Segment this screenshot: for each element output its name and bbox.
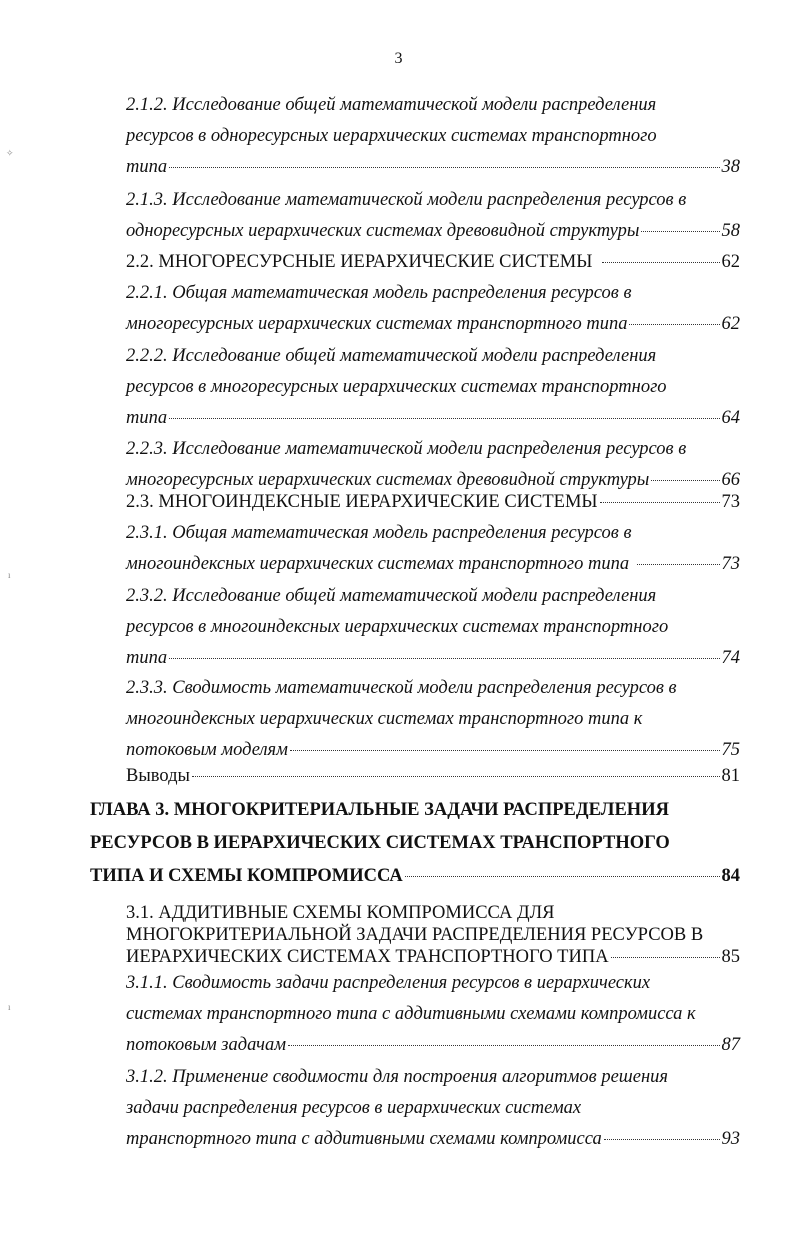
toc-entry-line: типа (126, 648, 168, 668)
toc-entry-line: 3.1. АДДИТИВНЫЕ СХЕМЫ КОМПРОМИССА ДЛЯ (126, 903, 555, 923)
toc-entry-last-line (126, 1124, 740, 1155)
toc-entry-line: ресурсов в многоиндексных иерархических системах транспортного (126, 617, 669, 637)
toc-page-number: 85 (721, 947, 740, 967)
toc-entry-line: транспортного типа с аддитивными схемами компромисса (126, 1129, 602, 1149)
toc-entry[interactable] (126, 185, 740, 247)
dot-leader (641, 231, 719, 232)
toc-entry[interactable] (126, 1062, 740, 1155)
toc-entry-line: многоресурсных иерархических системах древовидной структуры (126, 470, 650, 490)
dot-leader (602, 262, 719, 263)
toc-entry-line: РЕСУРСОВ В ИЕРАРХИЧЕСКИХ СИСТЕМАХ ТРАНСПОРТНОГО (90, 833, 670, 853)
toc-entry-line: 2.2.1. Общая математическая модель распределения ресурсов в (126, 283, 632, 303)
toc-entry-last-line (126, 643, 740, 674)
toc-entry-last-line (126, 761, 740, 792)
toc-entry-line: одноресурсных иерархических системах древовидной структуры (126, 221, 640, 241)
toc-entry-line: типа (126, 408, 168, 428)
toc-entry[interactable] (126, 341, 740, 434)
toc-entry[interactable] (126, 581, 740, 674)
toc-entry-line: ИЕРАРХИЧЕСКИХ СИСТЕМАХ ТРАНСПОРТНОГО ТИПА (126, 947, 609, 967)
toc-entry-line: многоиндексных иерархических системах транспортного типа (126, 554, 630, 574)
toc-page-number: 73 (721, 554, 740, 574)
toc-entry-line: 3.1.2. Применение сводимости для построения алгоритмов решения (126, 1067, 669, 1087)
toc-entry-line: 2.3.2. Исследование общей математической модели распределения (126, 586, 657, 606)
toc-entry-line: многоиндексных иерархических системах транспортного типа к (126, 709, 643, 729)
toc-entry-last-line (126, 247, 740, 278)
toc-entry[interactable] (126, 673, 740, 766)
toc-entry-last-line (126, 216, 740, 247)
toc-page-number: 62 (721, 314, 740, 334)
dot-leader (637, 564, 719, 565)
toc-entry-last-line (126, 152, 740, 183)
toc-entry[interactable] (126, 902, 740, 968)
toc-entry-line: потоковым моделям (126, 740, 288, 760)
toc-entry[interactable] (126, 487, 740, 518)
dot-leader (288, 1045, 719, 1046)
toc-entry[interactable] (126, 761, 740, 792)
toc-entry-line: 2.1.3. Исследование математической модели распределения ресурсов в (126, 190, 687, 210)
dot-leader (290, 750, 720, 751)
toc-entry-line: 2.2. МНОГОРЕСУРСНЫЕ ИЕРАРХИЧЕСКИЕ СИСТЕМЫ (126, 252, 593, 272)
dot-leader (611, 957, 720, 958)
dot-leader (600, 502, 720, 503)
toc-entry-line: системах транспортного типа с аддитивными схемами компромисса к (126, 1004, 696, 1024)
toc-entry-line: 2.3.3. Сводимость математической модели распределения ресурсов в (126, 678, 677, 698)
toc-page-number: 84 (721, 866, 740, 886)
toc-entry-line: 2.3.1. Общая математическая модель распределения ресурсов в (126, 523, 632, 543)
dot-leader (169, 658, 719, 659)
toc-entry-last-line (90, 860, 740, 893)
toc-page-number: 93 (721, 1129, 740, 1149)
dot-leader (651, 480, 719, 481)
toc-entry-line: 2.2.2. Исследование общей математической модели распределения (126, 346, 657, 366)
toc-page-number: 62 (721, 252, 740, 272)
toc-entry-line: задачи распределения ресурсов в иерархических системах (126, 1098, 582, 1118)
toc-entry[interactable] (126, 90, 740, 183)
toc-page-number: 58 (721, 221, 740, 241)
toc-page-number: 66 (721, 470, 740, 490)
margin-mark: ı (8, 570, 11, 580)
toc-entry-line: ресурсов в многоресурсных иерархических системах транспортного (126, 377, 667, 397)
toc-entry-line: Выводы (126, 766, 190, 786)
toc-page-number: 87 (721, 1035, 740, 1055)
toc-entry-last-line (126, 403, 740, 434)
toc-entry-line: 2.3. МНОГОИНДЕКСНЫЕ ИЕРАРХИЧЕСКИЕ СИСТЕМЫ (126, 492, 598, 512)
toc-chapter-entry[interactable] (90, 794, 740, 893)
toc-entry-line: ГЛАВА 3. МНОГОКРИТЕРИАЛЬНЫЕ ЗАДАЧИ РАСПРЕДЕЛЕНИЯ (90, 800, 669, 820)
toc-entry-line: потоковым задачам (126, 1035, 287, 1055)
toc-entry-line: 3.1.1. Сводимость задачи распределения ресурсов в иерархических (126, 973, 651, 993)
toc-entry[interactable] (126, 247, 740, 278)
page-number: 3 (394, 50, 403, 67)
toc-entry-line: ресурсов в одноресурсных иерархических системах транспортного (126, 126, 657, 146)
toc-entry[interactable] (126, 968, 740, 1061)
toc-entry-line: ТИПА И СХЕМЫ КОМПРОМИССА (90, 866, 403, 886)
dot-leader (629, 324, 719, 325)
toc-entry-last-line (126, 309, 740, 340)
toc-entry[interactable] (126, 518, 740, 580)
toc-page-number: 38 (721, 157, 740, 177)
toc-page-number: 75 (721, 740, 740, 760)
margin-mark: ı (8, 1002, 11, 1012)
dot-leader (169, 418, 719, 419)
toc-entry-line: 2.1.2. Исследование общей математической модели распределения (126, 95, 657, 115)
toc-page-number: 81 (721, 766, 740, 786)
toc-entry-last-line (126, 549, 740, 580)
toc-page-number: 73 (721, 492, 740, 512)
toc-entry[interactable] (126, 278, 740, 340)
dot-leader (405, 876, 720, 877)
toc-entry-line: типа (126, 157, 168, 177)
toc-entry-last-line (126, 487, 740, 518)
toc-page-number: 74 (721, 648, 740, 668)
dot-leader (192, 776, 720, 777)
toc-entry-line: 2.2.3. Исследование математической модели распределения ресурсов в (126, 439, 687, 459)
toc-page-number: 64 (721, 408, 740, 428)
dot-leader (169, 167, 719, 168)
toc-entry-line: многоресурсных иерархических системах транспортного типа (126, 314, 628, 334)
toc-entry-line: МНОГОКРИТЕРИАЛЬНОЙ ЗАДАЧИ РАСПРЕДЕЛЕНИЯ РЕСУРСОВ В (126, 925, 704, 945)
toc-entry-last-line (126, 1030, 740, 1061)
dot-leader (604, 1139, 720, 1140)
margin-mark: ✧ (6, 148, 14, 158)
toc-entry-last-line (126, 946, 740, 968)
